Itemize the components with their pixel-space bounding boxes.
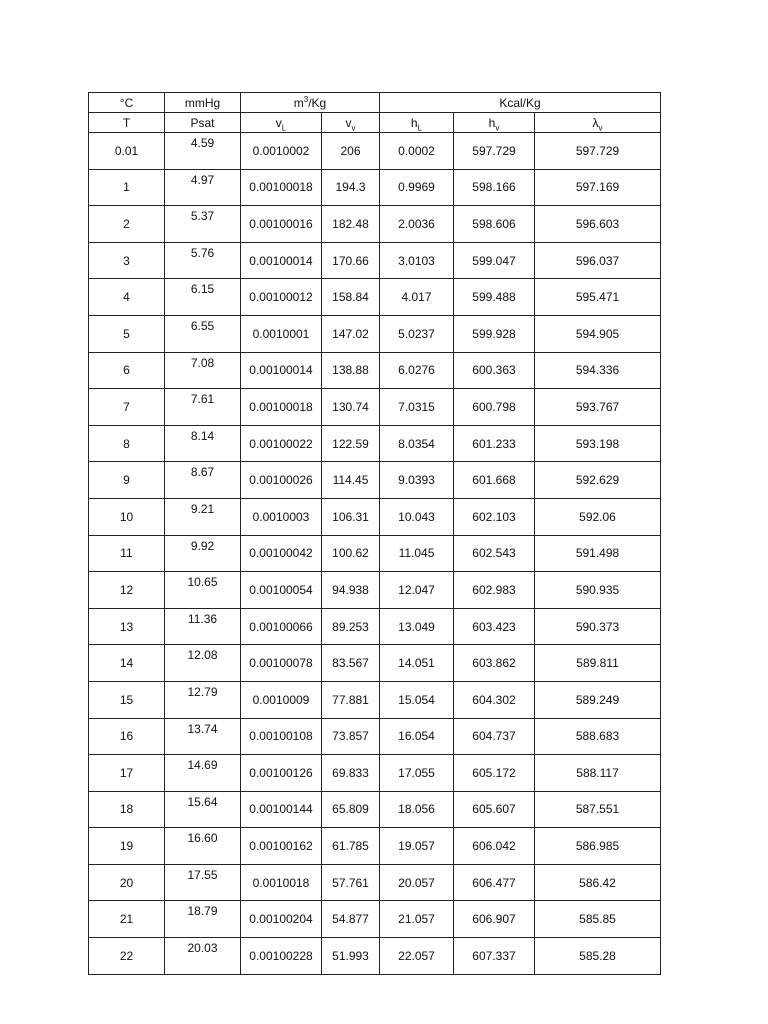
- table-row: [89, 352, 661, 389]
- cell-hl: 21.057: [380, 901, 454, 938]
- cell-lambda: 593.198: [535, 425, 661, 462]
- cell-vl: 0.00100012: [241, 279, 322, 316]
- table-row: [89, 828, 661, 865]
- cell-psat: 9.21: [165, 498, 241, 535]
- cell-lambda: 585.85: [535, 901, 661, 938]
- cell-lambda: 593.767: [535, 389, 661, 426]
- vl-subscript: L: [281, 122, 287, 132]
- cell-lambda: 597.169: [535, 169, 661, 206]
- volume-unit-base: m: [293, 95, 304, 110]
- cell-lambda: 597.729: [535, 133, 661, 170]
- cell-hl: 12.047: [380, 572, 454, 609]
- cell-t: 18: [89, 791, 165, 828]
- cell-vv: 77.881: [322, 681, 380, 718]
- volume-unit-rest: /Kg: [308, 95, 327, 110]
- column-header-hl: [380, 113, 454, 133]
- cell-t: 15: [89, 681, 165, 718]
- cell-lambda: 587.551: [535, 791, 661, 828]
- cell-vl: 0.00100014: [241, 242, 322, 279]
- cell-vv: 130.74: [322, 389, 380, 426]
- cell-hl: 15.054: [380, 681, 454, 718]
- cell-psat: 8.67: [165, 462, 241, 499]
- cell-psat: 6.15: [165, 279, 241, 316]
- cell-hl: 5.0237: [380, 315, 454, 352]
- cell-vl: 0.00100016: [241, 206, 322, 243]
- energy-unit-header: Kcal/Kg: [380, 93, 661, 113]
- cell-psat: 9.92: [165, 535, 241, 572]
- cell-vv: 57.761: [322, 864, 380, 901]
- hv-subscript: v: [495, 122, 500, 132]
- cell-vl: 0.0010018: [241, 864, 322, 901]
- cell-vl: 0.00100162: [241, 828, 322, 865]
- cell-hv: 602.543: [454, 535, 535, 572]
- cell-hl: 11.045: [380, 535, 454, 572]
- cell-hl: 10.043: [380, 498, 454, 535]
- cell-hv: 598.606: [454, 206, 535, 243]
- cell-lambda: 592.06: [535, 498, 661, 535]
- cell-vv: 83.567: [322, 645, 380, 682]
- cell-psat: 7.08: [165, 352, 241, 389]
- cell-t: 8: [89, 425, 165, 462]
- cell-lambda: 590.935: [535, 572, 661, 609]
- cell-t: 12: [89, 572, 165, 609]
- cell-vl: 0.00100228: [241, 938, 322, 975]
- cell-t: 20: [89, 864, 165, 901]
- cell-psat: 20.03: [165, 938, 241, 975]
- cell-hl: 8.0354: [380, 425, 454, 462]
- cell-hv: 604.737: [454, 718, 535, 755]
- table-row: [89, 279, 661, 316]
- cell-vl: 0.00100026: [241, 462, 322, 499]
- cell-vl: 0.00100204: [241, 901, 322, 938]
- cell-hv: 602.103: [454, 498, 535, 535]
- cell-t: 16: [89, 718, 165, 755]
- column-header-lambda: [535, 113, 661, 133]
- cell-hv: 598.166: [454, 169, 535, 206]
- cell-vl: 0.00100042: [241, 535, 322, 572]
- cell-t: 17: [89, 755, 165, 792]
- cell-hv: 599.488: [454, 279, 535, 316]
- table-row: [89, 608, 661, 645]
- cell-lambda: 592.629: [535, 462, 661, 499]
- cell-t: 9: [89, 462, 165, 499]
- vv-subscript: v: [351, 122, 356, 132]
- temp-unit-header: °C: [89, 93, 165, 113]
- cell-hv: 605.607: [454, 791, 535, 828]
- vl-symbol: v: [275, 115, 282, 130]
- cell-vv: 158.84: [322, 279, 380, 316]
- cell-vv: 54.877: [322, 901, 380, 938]
- cell-vv: 206: [322, 133, 380, 170]
- cell-hv: 606.042: [454, 828, 535, 865]
- lambda-symbol: λ: [592, 115, 599, 130]
- volume-unit-header: [241, 93, 380, 113]
- table-row: [89, 462, 661, 499]
- cell-psat: 12.79: [165, 681, 241, 718]
- cell-vl: 0.0010009: [241, 681, 322, 718]
- table-row: [89, 169, 661, 206]
- vv-symbol: v: [345, 115, 352, 130]
- cell-vl: 0.00100108: [241, 718, 322, 755]
- cell-vv: 69.833: [322, 755, 380, 792]
- cell-hv: 603.423: [454, 608, 535, 645]
- cell-t: 1: [89, 169, 165, 206]
- cell-vl: 0.00100018: [241, 169, 322, 206]
- table-row: [89, 206, 661, 243]
- table-row: [89, 535, 661, 572]
- cell-hv: 606.477: [454, 864, 535, 901]
- cell-vl: 0.00100066: [241, 608, 322, 645]
- column-header-psat: Psat: [165, 113, 241, 133]
- cell-vl: 0.00100022: [241, 425, 322, 462]
- cell-vl: 0.00100144: [241, 791, 322, 828]
- column-header-vv: [322, 113, 380, 133]
- cell-lambda: 589.811: [535, 645, 661, 682]
- table-row: [89, 498, 661, 535]
- cell-vv: 114.45: [322, 462, 380, 499]
- cell-hl: 14.051: [380, 645, 454, 682]
- cell-psat: 14.69: [165, 755, 241, 792]
- table-row: [89, 718, 661, 755]
- table-row: [89, 938, 661, 975]
- cell-psat: 12.08: [165, 645, 241, 682]
- cell-vv: 170.66: [322, 242, 380, 279]
- cell-vv: 194.3: [322, 169, 380, 206]
- cell-t: 10: [89, 498, 165, 535]
- table-row: [89, 901, 661, 938]
- cell-lambda: 586.985: [535, 828, 661, 865]
- column-header-vl: [241, 113, 322, 133]
- cell-hl: 16.054: [380, 718, 454, 755]
- cell-hl: 0.9969: [380, 169, 454, 206]
- cell-vv: 94.938: [322, 572, 380, 609]
- cell-hv: 601.233: [454, 425, 535, 462]
- cell-hv: 606.907: [454, 901, 535, 938]
- cell-vv: 122.59: [322, 425, 380, 462]
- cell-t: 14: [89, 645, 165, 682]
- steam-table: [88, 92, 661, 975]
- cell-psat: 18.79: [165, 901, 241, 938]
- cell-lambda: 589.249: [535, 681, 661, 718]
- cell-vv: 89.253: [322, 608, 380, 645]
- cell-vv: 73.857: [322, 718, 380, 755]
- cell-t: 6: [89, 352, 165, 389]
- table-row: [89, 242, 661, 279]
- cell-psat: 8.14: [165, 425, 241, 462]
- cell-vl: 0.00100054: [241, 572, 322, 609]
- cell-psat: 6.55: [165, 315, 241, 352]
- lambda-subscript: v: [598, 122, 603, 132]
- cell-psat: 11.36: [165, 608, 241, 645]
- cell-lambda: 595.471: [535, 279, 661, 316]
- cell-vl: 0.00100014: [241, 352, 322, 389]
- cell-hv: 599.928: [454, 315, 535, 352]
- cell-t: 13: [89, 608, 165, 645]
- cell-hv: 600.363: [454, 352, 535, 389]
- cell-lambda: 594.336: [535, 352, 661, 389]
- cell-hv: 601.668: [454, 462, 535, 499]
- table-row: [89, 315, 661, 352]
- cell-lambda: 594.905: [535, 315, 661, 352]
- column-header-row: [89, 113, 661, 133]
- cell-t: 2: [89, 206, 165, 243]
- cell-hv: 597.729: [454, 133, 535, 170]
- table-row: [89, 681, 661, 718]
- cell-hl: 22.057: [380, 938, 454, 975]
- cell-vv: 106.31: [322, 498, 380, 535]
- cell-psat: 16.60: [165, 828, 241, 865]
- cell-t: 21: [89, 901, 165, 938]
- cell-hv: 599.047: [454, 242, 535, 279]
- cell-t: 3: [89, 242, 165, 279]
- cell-lambda: 588.117: [535, 755, 661, 792]
- cell-hv: 600.798: [454, 389, 535, 426]
- cell-lambda: 596.037: [535, 242, 661, 279]
- cell-hl: 17.055: [380, 755, 454, 792]
- cell-psat: 15.64: [165, 791, 241, 828]
- volume-unit-exponent: 3: [303, 94, 309, 104]
- table-row: [89, 791, 661, 828]
- table-row: [89, 389, 661, 426]
- table-row: [89, 864, 661, 901]
- table-row: [89, 755, 661, 792]
- cell-vl: 0.0010001: [241, 315, 322, 352]
- cell-hl: 0.0002: [380, 133, 454, 170]
- table-row: [89, 572, 661, 609]
- cell-vl: 0.00100078: [241, 645, 322, 682]
- cell-hv: 602.983: [454, 572, 535, 609]
- cell-t: 11: [89, 535, 165, 572]
- cell-lambda: 591.498: [535, 535, 661, 572]
- cell-hl: 20.057: [380, 864, 454, 901]
- cell-psat: 4.97: [165, 169, 241, 206]
- cell-lambda: 588.683: [535, 718, 661, 755]
- cell-hl: 9.0393: [380, 462, 454, 499]
- hv-symbol: h: [488, 115, 496, 130]
- cell-hl: 13.049: [380, 608, 454, 645]
- cell-hv: 607.337: [454, 938, 535, 975]
- cell-hv: 603.862: [454, 645, 535, 682]
- cell-hl: 4.017: [380, 279, 454, 316]
- hl-subscript: L: [417, 122, 423, 132]
- cell-hl: 7.0315: [380, 389, 454, 426]
- cell-t: 0.01: [89, 133, 165, 170]
- cell-vl: 0.0010002: [241, 133, 322, 170]
- cell-hl: 18.056: [380, 791, 454, 828]
- unit-header-row: [89, 93, 661, 113]
- cell-psat: 17.55: [165, 864, 241, 901]
- cell-psat: 13.74: [165, 718, 241, 755]
- cell-psat: 5.76: [165, 242, 241, 279]
- cell-vl: 0.00100126: [241, 755, 322, 792]
- cell-vv: 182.48: [322, 206, 380, 243]
- cell-psat: 10.65: [165, 572, 241, 609]
- cell-vv: 100.62: [322, 535, 380, 572]
- cell-t: 22: [89, 938, 165, 975]
- column-header-t: T: [89, 113, 165, 133]
- cell-psat: 7.61: [165, 389, 241, 426]
- cell-vv: 147.02: [322, 315, 380, 352]
- cell-hl: 19.057: [380, 828, 454, 865]
- cell-t: 7: [89, 389, 165, 426]
- cell-hv: 605.172: [454, 755, 535, 792]
- cell-psat: 5.37: [165, 206, 241, 243]
- cell-t: 4: [89, 279, 165, 316]
- pressure-unit-header: mmHg: [165, 93, 241, 113]
- cell-vv: 138.88: [322, 352, 380, 389]
- cell-hl: 3.0103: [380, 242, 454, 279]
- cell-hl: 2.0036: [380, 206, 454, 243]
- cell-t: 19: [89, 828, 165, 865]
- cell-t: 5: [89, 315, 165, 352]
- cell-lambda: 596.603: [535, 206, 661, 243]
- table-row: [89, 425, 661, 462]
- table-row: [89, 645, 661, 682]
- cell-lambda: 590.373: [535, 608, 661, 645]
- cell-hl: 6.0276: [380, 352, 454, 389]
- cell-psat: 4.59: [165, 133, 241, 170]
- hl-symbol: h: [410, 115, 418, 130]
- cell-lambda: 586.42: [535, 864, 661, 901]
- column-header-hv: [454, 113, 535, 133]
- cell-vl: 0.00100018: [241, 389, 322, 426]
- cell-vv: 51.993: [322, 938, 380, 975]
- cell-vv: 61.785: [322, 828, 380, 865]
- cell-vl: 0.0010003: [241, 498, 322, 535]
- cell-hv: 604.302: [454, 681, 535, 718]
- table-row: [89, 133, 661, 170]
- cell-lambda: 585.28: [535, 938, 661, 975]
- cell-vv: 65.809: [322, 791, 380, 828]
